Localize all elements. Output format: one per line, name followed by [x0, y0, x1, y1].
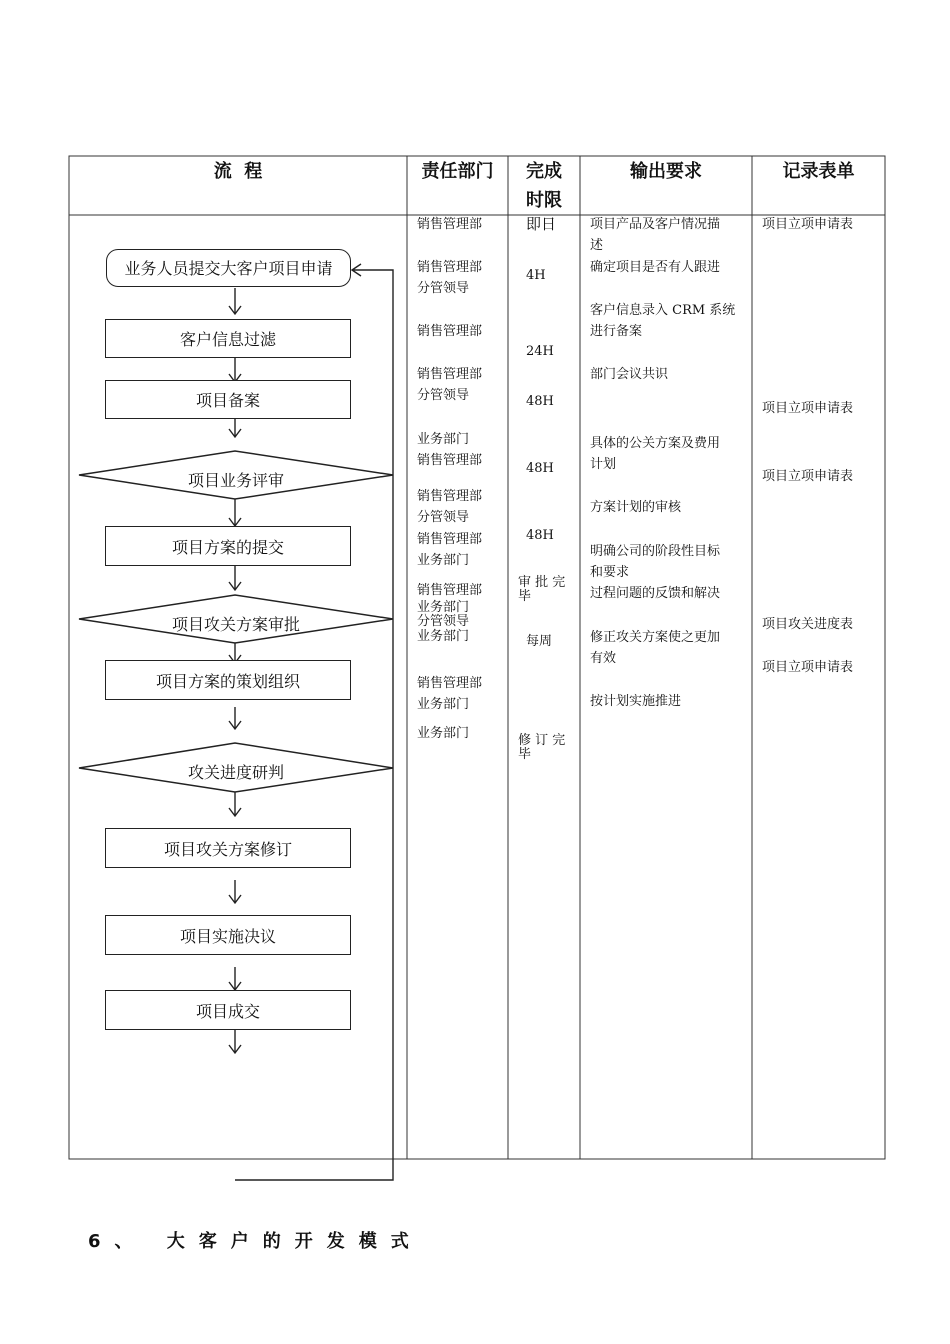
- flow-node-filing: [105, 380, 351, 419]
- time-cell: 每周: [526, 634, 553, 649]
- dept-cell: 分管领导: [417, 510, 470, 525]
- flow-decision-review-label: 项目业务评审: [187, 471, 284, 490]
- dept-cell: 销售管理部: [417, 324, 483, 339]
- record-cell: 项目立项申请表: [762, 217, 854, 232]
- time-cell: 48H: [526, 528, 554, 543]
- record-cell: 项目立项申请表: [762, 660, 854, 675]
- flow-node-label: 项目方案的策划组织: [155, 671, 300, 691]
- output-cell: 明确公司的阶段性目标: [590, 544, 721, 559]
- header-time-line2: 时限: [526, 190, 562, 211]
- output-cell: 方案计划的审核: [590, 500, 682, 515]
- flow-node-label: 项目成交: [195, 1001, 260, 1021]
- time-cell: 即日: [526, 215, 557, 233]
- flow-node-deal: [105, 990, 351, 1030]
- output-cell: 计划: [590, 457, 617, 472]
- output-cell: 进行备案: [590, 324, 643, 339]
- output-cell: 按计划实施推进: [590, 694, 682, 709]
- time-cell: 24H: [526, 344, 554, 359]
- time-cell: 48H: [526, 461, 554, 476]
- dept-cell: 销售管理部: [417, 260, 483, 275]
- output-cell: 有效: [590, 651, 617, 666]
- dept-cell: 销售管理部: [417, 489, 483, 504]
- time-cell: 48H: [526, 394, 554, 409]
- record-cell: 项目立项申请表: [762, 401, 854, 416]
- dept-cell: 销售管理部: [417, 583, 483, 598]
- header-flow: 流 程: [213, 161, 263, 182]
- output-cell: 项目产品及客户情况描: [590, 217, 721, 232]
- flow-node-label: 客户信息过滤: [179, 330, 276, 349]
- dept-cell: 分管领导: [417, 281, 470, 296]
- time-cell: 4H: [526, 268, 546, 283]
- output-cell: 确定项目是否有人跟进: [590, 260, 721, 275]
- flow-decision-progress-label: 攻关进度研判: [187, 763, 284, 782]
- dept-cell: 分管领导: [417, 614, 470, 629]
- dept-cell: 销售管理部: [417, 217, 483, 232]
- output-cell: 述: [590, 238, 604, 253]
- time-cell: 毕: [518, 589, 532, 604]
- record-cell: 项目立项申请表: [762, 469, 854, 484]
- flow-decision-approve-label: 项目攻关方案审批: [171, 615, 300, 634]
- output-cell: 过程问题的反馈和解决: [590, 586, 721, 601]
- flow-node-plan-submit: [105, 526, 351, 566]
- output-cell: 客户信息录入 CRM 系统: [590, 303, 736, 318]
- flow-start-node: [106, 249, 351, 287]
- flow-node-organize: [105, 660, 351, 700]
- flow-start-label: 业务人员提交大客户项目申请: [124, 258, 333, 278]
- header-time: [508, 157, 580, 215]
- dept-cell: 业务部门: [417, 600, 470, 615]
- flow-node-decision: [105, 915, 351, 955]
- record-cell: 项目攻关进度表: [762, 617, 854, 632]
- output-cell: 修正攻关方案使之更加: [590, 630, 721, 645]
- section-heading: 6、 大客户的开发模式: [88, 1231, 423, 1252]
- header-time-line1: 完成: [526, 161, 562, 182]
- flow-node-label: 项目实施决议: [179, 926, 276, 946]
- header-record: 记录表单: [782, 161, 855, 182]
- flow-node-label: 项目备案: [195, 391, 260, 410]
- flow-node-revise: [105, 828, 351, 868]
- header-output: 输出要求: [630, 161, 702, 182]
- dept-cell: 分管领导: [417, 388, 470, 403]
- time-cell: 审 批 完: [518, 575, 566, 590]
- flow-node-filter: [105, 319, 351, 358]
- time-cell: 毕: [518, 747, 532, 762]
- header-dept: 责任部门: [421, 161, 494, 182]
- dept-cell: 业务部门: [417, 432, 470, 447]
- dept-cell: 业务部门: [417, 629, 470, 644]
- dept-cell: 业务部门: [417, 726, 470, 741]
- output-cell: 和要求: [590, 565, 630, 580]
- dept-cell: 销售管理部: [417, 367, 483, 382]
- output-cell: 具体的公关方案及费用: [590, 436, 721, 451]
- dept-cell: 销售管理部: [417, 676, 483, 691]
- dept-cell: 销售管理部: [417, 453, 483, 468]
- dept-cell: 销售管理部: [417, 532, 483, 547]
- output-cell: 部门会议共识: [590, 367, 669, 382]
- time-cell: 修 订 完: [518, 733, 566, 748]
- dept-cell: 业务部门: [417, 697, 470, 712]
- flow-node-label: 项目方案的提交: [171, 537, 284, 557]
- dept-cell: 业务部门: [417, 553, 470, 568]
- flow-node-label: 项目攻关方案修订: [163, 839, 292, 859]
